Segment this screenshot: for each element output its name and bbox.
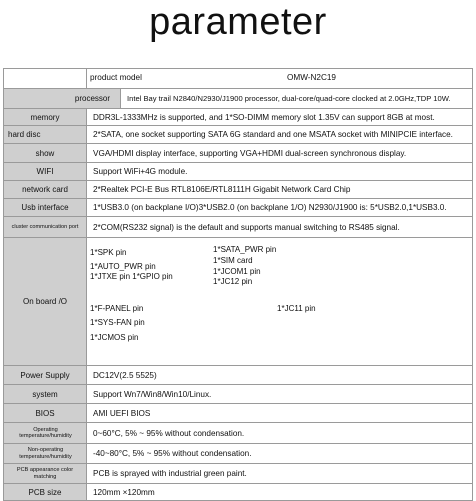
row-label: network card (3, 181, 87, 198)
pin-item: 1*JC11 pin (277, 304, 316, 313)
row-value: 0~60°C, 5% ~ 95% without condensation. (87, 423, 473, 443)
spec-row-pcb-size (3, 484, 473, 501)
pin-item: 1*SIM card (213, 256, 253, 265)
spec-row-power (3, 366, 473, 385)
row-value: 1*USB3.0 (on backplane I/O)3*USB2.0 (on backplane 1/O) N2930/J1900 is: 5*USB2.0,1*USB3.0. (87, 199, 473, 216)
row-value: 2*SATA, one socket supporting SATA 6G standard and one MSATA socket with MINIPCIE interface. (87, 126, 473, 143)
row-label: Operating temperature/humidity (3, 423, 87, 443)
spec-row-onboard (3, 238, 473, 366)
spec-row-hard-disc (3, 126, 473, 144)
header-row (3, 69, 473, 89)
row-label: Usb interface (3, 199, 87, 216)
row-label: system (3, 385, 87, 403)
row-label: BIOS (3, 404, 87, 422)
row-value: VGA/HDMI display interface, supporting VGA+HDMI dual-screen synchronous display. (87, 144, 473, 162)
header-value: OMW-N2C19 (287, 73, 336, 82)
header-label: product model (90, 73, 142, 82)
spec-row-memory (3, 109, 473, 126)
pin-item: 1*SPK pin (90, 248, 127, 257)
pin-item: 1*JCMOS pin (90, 333, 139, 342)
spec-row-bios (3, 404, 473, 423)
pin-item: 1*JTXE pin 1*GPIO pin (90, 272, 173, 281)
row-value: Intel Bay trail N2840/N2930/J1900 processor, dual-core/quad-core clocked at 2.0GHz,TDP 10W. (121, 89, 473, 108)
onboard-pins (87, 238, 473, 365)
row-value: PCB is sprayed with industrial green paint. (87, 464, 473, 483)
spec-row-com (3, 217, 473, 238)
row-value: 2*Realtek PCI-E Bus RTL8106E/RTL8111H Gigabit Network Card Chip (87, 181, 473, 198)
spec-row-system (3, 385, 473, 404)
row-label: PCB appearance color matching (3, 464, 87, 483)
row-value: Support WiFi+4G module. (87, 163, 473, 180)
pin-item: 1*SYS-FAN pin (90, 318, 145, 327)
row-value: DC12V(2.5 5525) (87, 366, 473, 384)
spec-row-wifi (3, 163, 473, 181)
row-label: WIFI (3, 163, 87, 180)
spec-table (3, 68, 473, 501)
spec-row-pcb-color (3, 464, 473, 484)
row-label: Power Supply (3, 366, 87, 384)
row-value: Support Wn7/Win8/Win10/Linux. (87, 385, 473, 403)
row-value: DDR3L-1333MHz is supported, and 1*SO-DIMM memory slot 1.35V can support 8GB at most. (87, 109, 473, 125)
row-label: show (3, 144, 87, 162)
pin-item: 1*JCOM1 pin (213, 267, 261, 276)
row-label: Non-operating temperature/humidity (3, 444, 87, 463)
row-value: 120mm ×120mm (87, 484, 473, 500)
spec-row-network-card (3, 181, 473, 199)
row-label: memory (3, 109, 87, 125)
row-value: AMI UEFI BIOS (87, 404, 473, 422)
pin-item: 1*AUTO_PWR pin (90, 262, 156, 271)
pin-item: 1*JC12 pin (213, 277, 253, 286)
spec-row-non-operating (3, 444, 473, 464)
row-label: On board /O (3, 238, 87, 365)
spec-row-usb (3, 199, 473, 217)
row-label: processor (3, 89, 121, 108)
spec-row-show (3, 144, 473, 163)
row-label: cluster communication port (3, 217, 87, 237)
pin-item: 1*SATA_PWR pin (213, 245, 277, 254)
row-label: PCB size (3, 484, 87, 500)
page-title: parameter (149, 1, 327, 43)
pin-item: 1*F-PANEL pin (90, 304, 144, 313)
spec-row-operating (3, 423, 473, 444)
spec-row-processor (3, 89, 473, 109)
row-value: -40~80°C, 5% ~ 95% without condensation. (87, 444, 473, 463)
row-label: hard disc (3, 126, 87, 143)
row-value: 2*COM(RS232 signal) is the default and supports manual switching to RS485 signal. (87, 217, 473, 237)
